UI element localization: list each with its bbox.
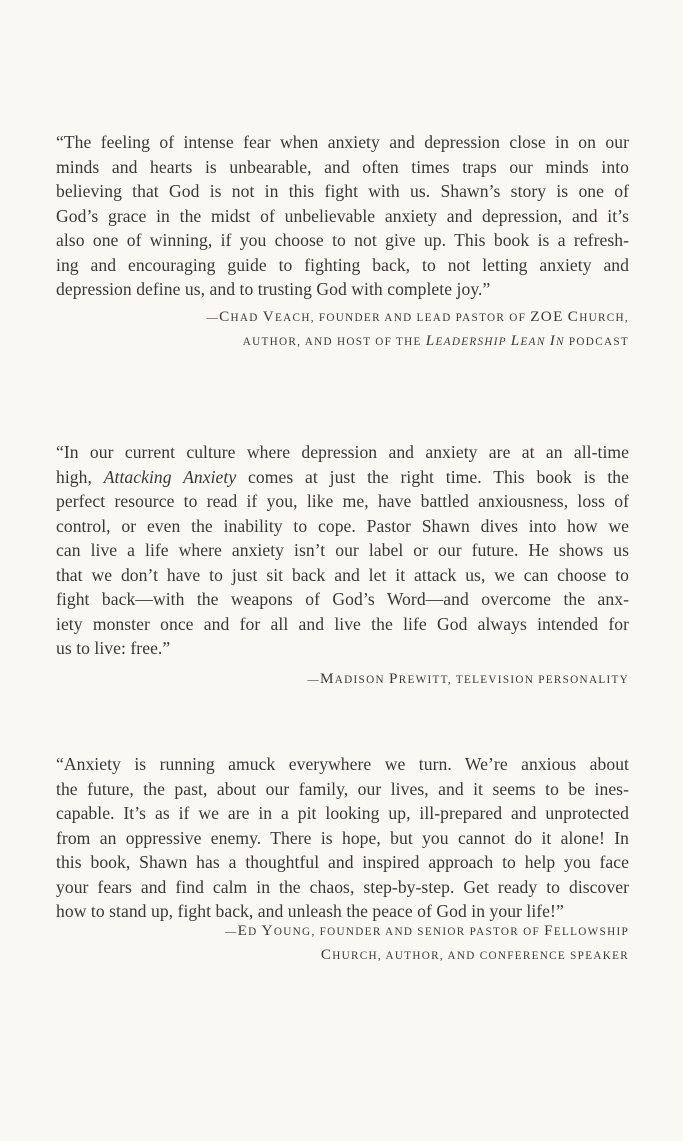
quote-line: “Anxiety is running amuck everywhere we turn. We’re anxious about — [56, 754, 629, 774]
quote-line: perfect resource to read if you, like me, have battled anxiousness, loss of — [56, 491, 629, 511]
quote-line: God’s grace in the midst of unbelievable anxiety and depression, and it’s — [56, 205, 629, 226]
attribution-role: PODCAST — [564, 336, 629, 348]
endorsement-quote-madison-prewitt — [56, 440, 629, 661]
attribution-role: AUTHOR, AND HOST OF THE — [242, 336, 426, 348]
book-title: Attacking Anxiety — [103, 466, 237, 487]
attribution-comma: , — [624, 312, 629, 324]
endorsement-quote-chad-veach — [56, 130, 629, 302]
attribution-dash: — — [206, 312, 220, 324]
quote-line: ing and encouraging guide to fighting back, to not letting anxiety and — [56, 254, 629, 275]
endorsement-quote-ed-young — [56, 752, 629, 924]
quote-line: from an oppressive enemy. There is hope, but you cannot do it alone! In — [56, 827, 629, 848]
quote-line: capable. It’s as if we are in a pit looking up, ill-prepared and unprotected — [56, 803, 629, 823]
attribution-role: , FOUNDER AND LEAD PASTOR OF — [310, 312, 531, 324]
attribution-name-rest: EACH — [275, 312, 311, 324]
endorsement-attribution-ed-young-line2: CHURCH, AUTHOR, AND CONFERENCE SPEAKER — [320, 946, 629, 963]
quote-line: high, Attacking Anxiety comes at just the right time. This book is the — [56, 466, 629, 487]
endorsement-attribution-ed-young: —ED YOUNG, FOUNDER AND SENIOR PASTOR OF FELLOWSHIP — [225, 922, 629, 939]
attribution-initial: C — [219, 308, 231, 325]
quote-line: iety monster once and for all and live the life God always intended for — [56, 613, 629, 634]
quote-line: your fears and find calm in the chaos, step-by-step. Get ready to discover — [56, 876, 629, 897]
quote-line: depression define us, and to trusting God with complete joy.” — [56, 279, 491, 299]
quote-line: believing that God is not in this fight with us. Shawn’s story is one of — [56, 181, 629, 201]
quote-line: “The feeling of intense fear when anxiety and depression close in on our — [56, 132, 629, 152]
attribution-name-rest: HAD — [230, 312, 259, 324]
attribution-org-rest: HURCH — [579, 312, 625, 324]
quote-line: how to stand up, fight back, and unleash the peace of God in your life!” — [56, 901, 564, 921]
quote-line: “In our current culture where depression and anxiety are at an all-time — [56, 442, 629, 462]
podcast-title: LEADERSHIP LEAN IN — [425, 332, 565, 349]
quote-line: the future, the past, about our family, our lives, and it seems to be ines- — [56, 778, 629, 799]
quote-line: us to live: free.” — [56, 638, 171, 658]
quote-line: fight back—with the weapons of God’s Word—and overcome the anx- — [56, 589, 629, 609]
attribution-org: ZOE — [530, 308, 564, 325]
attribution-initial: C — [567, 308, 580, 325]
quote-line: that we don’t have to just sit back and let it attack us, we can choose to — [56, 564, 629, 585]
quote-line: also one of winning, if you choose to not give up. This book is a refresh- — [56, 230, 629, 250]
attribution-initial: V — [262, 308, 276, 325]
quote-line: this book, Shawn has a thoughtful and inspired approach to help you face — [56, 852, 629, 872]
quote-line: can live a life where anxiety isn’t our label or our future. He shows us — [56, 540, 629, 560]
endorsement-attribution-chad-veach-line2 — [243, 329, 629, 354]
quote-line: control, or even the inability to cope. Pastor Shawn dives into how we — [56, 515, 629, 536]
endorsement-attribution-chad-veach — [207, 305, 629, 330]
quote-line: minds and hearts is unbearable, and often times traps our minds into — [56, 156, 629, 177]
endorsement-attribution-madison-prewitt: —MADISON PREWITT, TELEVISION PERSONALITY — [307, 670, 629, 687]
